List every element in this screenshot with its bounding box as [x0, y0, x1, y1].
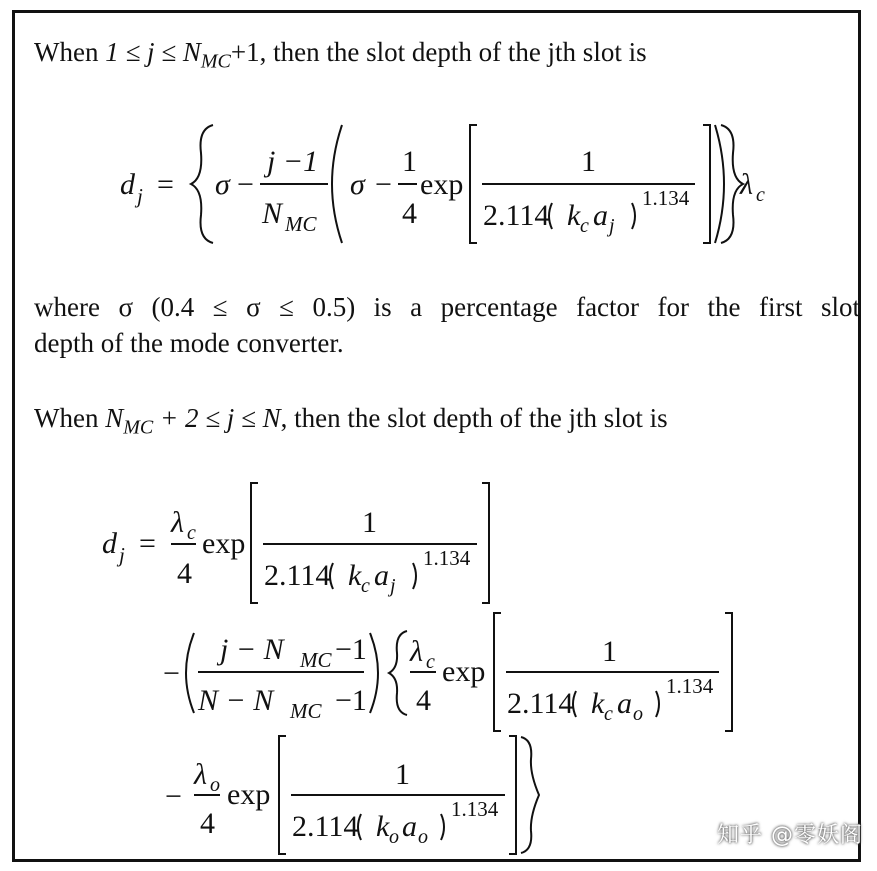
cond2-lead: When	[34, 403, 99, 433]
eq1-power: 1.134	[642, 186, 690, 210]
eq2-l2-left-paren	[186, 633, 194, 713]
eq1-minus-2: −	[375, 168, 392, 201]
eq2-l1-a: a	[374, 559, 389, 592]
cond1-math: 1 ≤ j ≤ N	[105, 37, 201, 67]
eq2-l1-coef: 2.114	[264, 559, 331, 592]
eq1-lambda-sub: c	[756, 184, 765, 206]
eq2-l3-paren-left	[358, 814, 361, 840]
eq2-l2-left-brace	[389, 631, 407, 715]
eq1-frac3-den: 2.114	[483, 199, 550, 232]
eq2-l2-left-bracket	[494, 613, 501, 731]
eq2-l2-num-tail: −1	[335, 633, 367, 666]
eq2-l3-a-sub: o	[418, 826, 428, 848]
cond1-tail: , then the slot depth of the jth slot is	[259, 37, 647, 67]
cond2-sub: MC	[123, 416, 154, 439]
eq2-l3-left-bracket	[279, 736, 286, 854]
eq1-sigma-1: σ	[215, 168, 230, 201]
eq1-lhs-sub: j	[137, 184, 143, 208]
eq2-l2-den: N − N	[198, 684, 274, 717]
eq1-frac1-den: N	[262, 197, 283, 230]
cond1-lead: When	[34, 37, 99, 67]
eq1-lhs: d	[120, 168, 135, 201]
eq2-l2-num-sub: MC	[300, 648, 332, 672]
eq2-l2-right-bracket	[725, 613, 732, 731]
eq2-l2-one: 1	[602, 635, 617, 668]
eq2-equals: =	[139, 527, 156, 560]
eq1-frac3-num: 1	[581, 145, 596, 178]
cond2-math-b: + 2 ≤ j ≤ N	[159, 403, 281, 433]
cond1-plus: +1	[230, 37, 260, 67]
eq2-l1-four: 4	[177, 557, 192, 590]
eq2-l1-right-bracket	[482, 483, 489, 603]
eq2-l2-exp: exp	[442, 655, 486, 688]
cond1-sub: MC	[200, 50, 231, 73]
eq2-l3-four: 4	[200, 807, 215, 840]
eq2-l2-paren-left	[573, 691, 576, 717]
eq2-l1-left-bracket	[251, 483, 258, 603]
eq2-l2-lambda-sub: c	[426, 651, 435, 673]
eq2-l3-coef: 2.114	[292, 810, 359, 843]
eq2-l2-a: a	[617, 687, 632, 720]
watermark: 知乎 @零妖阁	[717, 823, 863, 848]
eq1-k-sub: c	[580, 215, 589, 237]
eq1-k: k	[567, 199, 581, 232]
eq2-l2-power: 1.134	[666, 674, 714, 698]
eq2-l1-paren-right	[413, 563, 416, 589]
eq2-l2-minus: −	[163, 657, 180, 690]
cond2-tail: , then the slot depth of the jth slot is	[280, 403, 668, 433]
eq2-lhs: d	[102, 527, 117, 560]
eq2-l3-exp: exp	[227, 778, 271, 811]
eq2-l2-num: j − N	[220, 633, 284, 666]
document-frame	[12, 10, 861, 862]
eq2-l2-den-sub: MC	[290, 699, 322, 723]
eq2-l2-k: k	[591, 687, 605, 720]
eq2-l1-lambda-sub: c	[187, 522, 196, 544]
eq1-frac1-num: j −1	[267, 145, 319, 178]
eq1-minus-1: −	[237, 168, 254, 201]
eq2-l1-exp: exp	[202, 527, 246, 560]
eq2-l1-one: 1	[362, 506, 377, 539]
eq1-exp: exp	[420, 168, 464, 201]
eq2-l2-k-sub: c	[604, 703, 613, 725]
eq1-sigma-2: σ	[350, 168, 365, 201]
cond2-math-a: N	[105, 403, 124, 433]
eq1-frac1-den-sub: MC	[285, 212, 317, 236]
eq2-l3-right-brace	[521, 737, 539, 853]
eq1-frac2-den: 4	[402, 197, 417, 230]
eq2-l3-lambda-sub: o	[210, 774, 220, 796]
eq2-l3-power: 1.134	[451, 797, 499, 821]
where-line-1: where σ (0.4 ≤ σ ≤ 0.5) is a percentage factor for the first slot	[34, 292, 860, 322]
eq2-l1-power: 1.134	[423, 546, 471, 570]
eq2-l1-k: k	[348, 559, 362, 592]
eq2-l2-four: 4	[416, 684, 431, 717]
eq2-l2-coef: 2.114	[507, 687, 574, 720]
eq2-l3-one: 1	[395, 758, 410, 791]
where-line-2: depth of the mode converter.	[34, 328, 344, 358]
eq2-l3-a: a	[402, 810, 417, 843]
eq1-frac2-num: 1	[402, 145, 417, 178]
eq1-equals: =	[157, 168, 174, 201]
eq2-l3-paren-right	[441, 814, 444, 840]
eq2-l3-right-bracket	[509, 736, 516, 854]
eq2-l3-k: k	[376, 810, 390, 843]
equation-2	[15, 13, 858, 859]
eq2-l3-k-sub: o	[389, 826, 399, 848]
eq2-l1-a-sub: j	[390, 575, 396, 597]
eq2-l2-a-sub: o	[633, 703, 643, 725]
eq2-l2-den-tail: −1	[335, 684, 367, 717]
eq2-l3-lambda: λ	[194, 758, 207, 791]
eq1-lambda: λ	[740, 168, 753, 201]
eq2-lhs-sub: j	[119, 543, 125, 567]
eq1-a: a	[593, 199, 608, 232]
eq2-l1-lambda: λ	[171, 506, 184, 539]
eq2-l3-minus: −	[165, 780, 182, 813]
eq1-a-sub: j	[609, 215, 615, 237]
eq2-l1-paren-left	[330, 563, 333, 589]
eq2-l2-paren-right	[656, 691, 659, 717]
eq2-l2-lambda: λ	[410, 635, 423, 668]
eq2-l1-k-sub: c	[361, 575, 370, 597]
eq2-l2-right-paren	[370, 633, 378, 713]
